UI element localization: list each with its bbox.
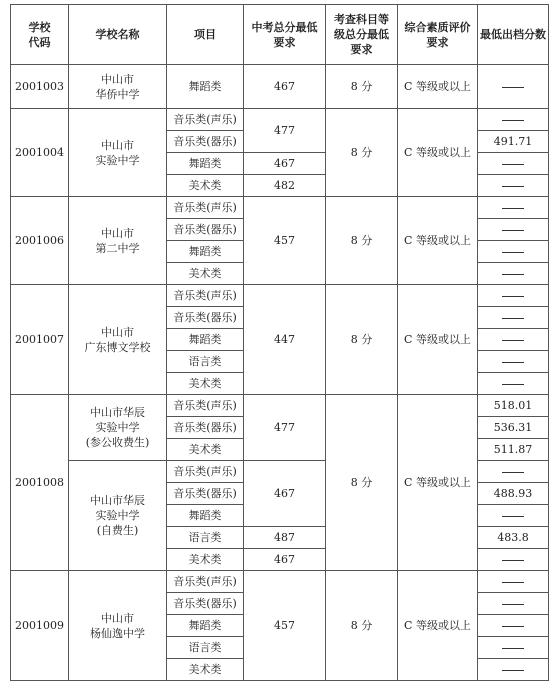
min-total-cell: 467 xyxy=(244,65,326,109)
item-cell: 舞蹈类 xyxy=(167,505,244,527)
dash-mark xyxy=(502,164,524,165)
table-row xyxy=(11,109,549,131)
quality-req-cell: C 等级或以上 xyxy=(398,197,478,285)
school-code: 2001004 xyxy=(11,109,69,197)
header-school-code: 学校 代码 xyxy=(11,5,69,65)
table-row xyxy=(11,285,549,307)
dash-mark xyxy=(502,296,524,297)
quality-req-cell: C 等级或以上 xyxy=(398,285,478,395)
level-req-cell: 8 分 xyxy=(326,109,398,197)
dash-mark xyxy=(502,362,524,363)
item-cell: 音乐类(器乐) xyxy=(167,417,244,439)
dash-mark xyxy=(502,582,524,583)
school-code: 2001007 xyxy=(11,285,69,395)
quality-req-cell: C 等级或以上 xyxy=(398,571,478,681)
school-code: 2001009 xyxy=(11,571,69,681)
item-cell: 舞蹈类 xyxy=(167,153,244,175)
quality-req-cell: C 等级或以上 xyxy=(398,395,478,571)
header-school-name: 学校名称 xyxy=(69,5,167,65)
min-score-cell xyxy=(478,351,549,373)
dash-mark xyxy=(502,560,524,561)
min-total-cell: 477 xyxy=(244,109,326,153)
table-row xyxy=(11,65,549,109)
min-score-cell xyxy=(478,307,549,329)
min-score-cell: 491.71 xyxy=(478,131,549,153)
table-row xyxy=(11,197,549,219)
level-req-cell: 8 分 xyxy=(326,65,398,109)
admission-table xyxy=(10,4,549,681)
min-score-cell xyxy=(478,65,549,109)
item-cell: 音乐类(声乐) xyxy=(167,571,244,593)
dash-mark xyxy=(502,186,524,187)
min-score-cell xyxy=(478,461,549,483)
item-cell: 语言类 xyxy=(167,637,244,659)
min-score-cell xyxy=(478,285,549,307)
quality-req-cell: C 等级或以上 xyxy=(398,109,478,197)
dash-mark xyxy=(502,340,524,341)
school-name: 中山市 杨仙逸中学 xyxy=(69,571,167,681)
min-score-cell xyxy=(478,549,549,571)
min-total-cell: 482 xyxy=(244,175,326,197)
header-item: 项目 xyxy=(167,5,244,65)
item-cell: 舞蹈类 xyxy=(167,615,244,637)
dash-mark xyxy=(502,384,524,385)
dash-mark xyxy=(502,516,524,517)
level-req-cell: 8 分 xyxy=(326,197,398,285)
table-row xyxy=(11,395,549,417)
item-cell: 音乐类(声乐) xyxy=(167,197,244,219)
level-req-cell: 8 分 xyxy=(326,395,398,571)
item-cell: 语言类 xyxy=(167,351,244,373)
min-score-cell xyxy=(478,175,549,197)
min-score-cell: 518.01 xyxy=(478,395,549,417)
min-total-cell: 447 xyxy=(244,285,326,395)
min-total-cell: 467 xyxy=(244,153,326,175)
dash-mark xyxy=(502,208,524,209)
min-total-cell: 457 xyxy=(244,571,326,681)
header-min-score: 最低出档分数 xyxy=(478,5,549,65)
table-row xyxy=(11,571,549,593)
school-name: 中山市华辰 实验中学 (参公收费生) xyxy=(69,395,167,461)
min-score-cell: 483.8 xyxy=(478,527,549,549)
dash-mark xyxy=(502,318,524,319)
dash-mark xyxy=(502,230,524,231)
quality-req-cell: C 等级或以上 xyxy=(398,65,478,109)
school-name: 中山市 第二中学 xyxy=(69,197,167,285)
min-score-cell xyxy=(478,505,549,527)
item-cell: 舞蹈类 xyxy=(167,241,244,263)
dash-mark xyxy=(502,604,524,605)
header-row xyxy=(11,5,549,65)
min-score-cell xyxy=(478,571,549,593)
min-score-cell: 536.31 xyxy=(478,417,549,439)
dash-mark xyxy=(502,87,524,88)
min-score-cell xyxy=(478,637,549,659)
min-total-cell: 487 xyxy=(244,527,326,549)
level-req-cell: 8 分 xyxy=(326,571,398,681)
item-cell: 音乐类(器乐) xyxy=(167,593,244,615)
item-cell: 音乐类(声乐) xyxy=(167,109,244,131)
item-cell: 音乐类(声乐) xyxy=(167,285,244,307)
dash-mark xyxy=(502,472,524,473)
header-level-total: 考查科目等 级总分最低 要求 xyxy=(326,5,398,65)
school-code: 2001006 xyxy=(11,197,69,285)
min-score-cell xyxy=(478,241,549,263)
min-score-cell xyxy=(478,263,549,285)
header-quality-eval: 综合素质评价 要求 xyxy=(398,5,478,65)
min-score-cell xyxy=(478,153,549,175)
item-cell: 音乐类(声乐) xyxy=(167,461,244,483)
item-cell: 美术类 xyxy=(167,263,244,285)
min-score-cell: 488.93 xyxy=(478,483,549,505)
item-cell: 美术类 xyxy=(167,659,244,681)
item-cell: 语言类 xyxy=(167,527,244,549)
min-score-cell xyxy=(478,373,549,395)
min-score-cell xyxy=(478,197,549,219)
item-cell: 音乐类(器乐) xyxy=(167,483,244,505)
dash-mark xyxy=(502,120,524,121)
school-code: 2001008 xyxy=(11,395,69,571)
item-cell: 美术类 xyxy=(167,549,244,571)
item-cell: 美术类 xyxy=(167,439,244,461)
min-total-cell: 477 xyxy=(244,395,326,461)
min-score-cell: 511.87 xyxy=(478,439,549,461)
dash-mark xyxy=(502,626,524,627)
dash-mark xyxy=(502,648,524,649)
school-name: 中山市华辰 实验中学 (自费生) xyxy=(69,461,167,571)
min-score-cell xyxy=(478,659,549,681)
dash-mark xyxy=(502,252,524,253)
item-cell: 音乐类(器乐) xyxy=(167,219,244,241)
min-score-cell xyxy=(478,593,549,615)
min-score-cell xyxy=(478,109,549,131)
min-score-cell xyxy=(478,329,549,351)
item-cell: 音乐类(器乐) xyxy=(167,131,244,153)
dash-mark xyxy=(502,670,524,671)
school-name: 中山市 实验中学 xyxy=(69,109,167,197)
min-score-cell xyxy=(478,615,549,637)
item-cell: 美术类 xyxy=(167,175,244,197)
min-score-cell xyxy=(478,219,549,241)
school-code: 2001003 xyxy=(11,65,69,109)
item-cell: 音乐类(器乐) xyxy=(167,307,244,329)
item-cell: 美术类 xyxy=(167,373,244,395)
min-total-cell: 457 xyxy=(244,197,326,285)
item-cell: 舞蹈类 xyxy=(167,329,244,351)
min-total-cell: 467 xyxy=(244,461,326,527)
item-cell: 音乐类(声乐) xyxy=(167,395,244,417)
school-name: 中山市 广东博文学校 xyxy=(69,285,167,395)
school-name: 中山市 华侨中学 xyxy=(69,65,167,109)
item-cell: 舞蹈类 xyxy=(167,65,244,109)
header-min-total: 中考总分最低 要求 xyxy=(244,5,326,65)
admission-table-container xyxy=(10,4,549,681)
level-req-cell: 8 分 xyxy=(326,285,398,395)
dash-mark xyxy=(502,274,524,275)
min-total-cell: 467 xyxy=(244,549,326,571)
